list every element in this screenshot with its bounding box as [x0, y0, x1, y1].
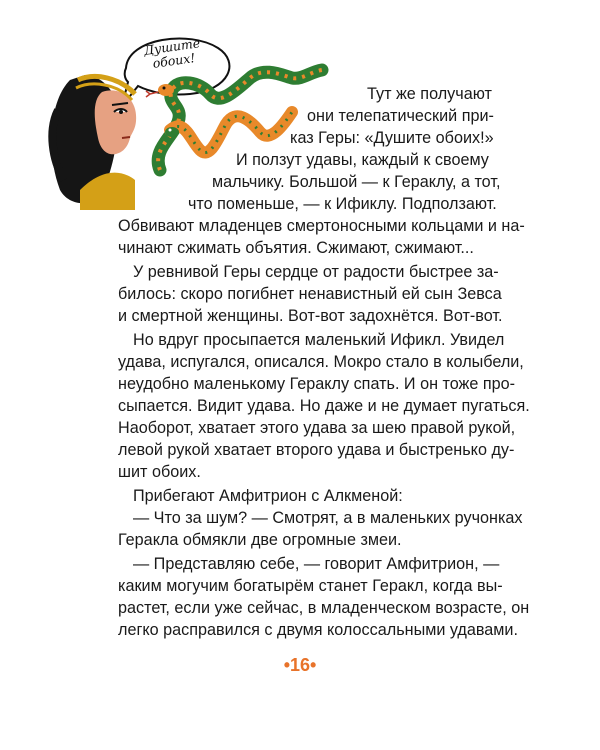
text-line: сыпается. Видит удава. Но даже и не думает пугаться. [118, 397, 530, 415]
text-line: чинают сжимать объятия. Сжимают, сжимают... [118, 239, 474, 257]
text-line: мальчику. Большой — к Гераклу, а тот, [212, 173, 501, 191]
text-line: неудобно маленькому Гераклу спать. И он тоже про- [118, 375, 516, 393]
text-line: Геракла обмякли две огромные змеи. [118, 531, 402, 549]
paragraph-start: Прибегают Амфитрион с Алкменой: [133, 487, 403, 505]
text-line: что поменьше, — к Ификлу. Подползают. [188, 195, 497, 213]
text-line: Наоборот, хватает этого удава за шею правой рукой, [118, 419, 516, 437]
paragraph-start: Но вдруг просыпается маленький Ификл. Увидел [133, 331, 505, 349]
text-line: растет, если уже сейчас, в младенческом возрасте, он [118, 599, 530, 617]
paragraph-start: У ревнивой Геры сердце от радости быстрее за- [133, 263, 499, 281]
paragraph-start: — Что за шум? — Смотрят, а в маленьких ручонках [133, 509, 523, 527]
text-line: удава, испугался, описался. Мокро стало в колыбели, [118, 353, 524, 371]
text-line: каз Геры: «Душите обоих!» [290, 129, 494, 147]
hera-figure [51, 75, 136, 210]
text-line: легко расправился с двумя колоссальными удавами. [118, 621, 518, 639]
text-line: они телепатический при- [307, 107, 494, 125]
text-line: и смертной женщины. Вот-вот задохнётся. Вот-вот. [118, 307, 503, 325]
text-line: И ползут удавы, каждый к своему [236, 151, 489, 169]
page-number: •16• [283, 655, 317, 675]
text-line: билось: скоро погибнет ненавистный ей сын Зевса [118, 285, 502, 303]
paragraph-start: — Представляю себе, — говорит Амфитрион, — [133, 555, 500, 573]
text-line: каким могучим богатырём станет Геракл, когда вы- [118, 577, 503, 595]
text-line: шит обоих. [118, 463, 201, 481]
text-line: Тут же получают [367, 85, 492, 103]
text-line: левой рукой хватает второго удава и быстренько ду- [118, 441, 515, 459]
speech-bubble-text: Душите обоих! [142, 35, 202, 71]
text-line: Обвивают младенцев смертоносными кольцами и на- [118, 217, 525, 235]
